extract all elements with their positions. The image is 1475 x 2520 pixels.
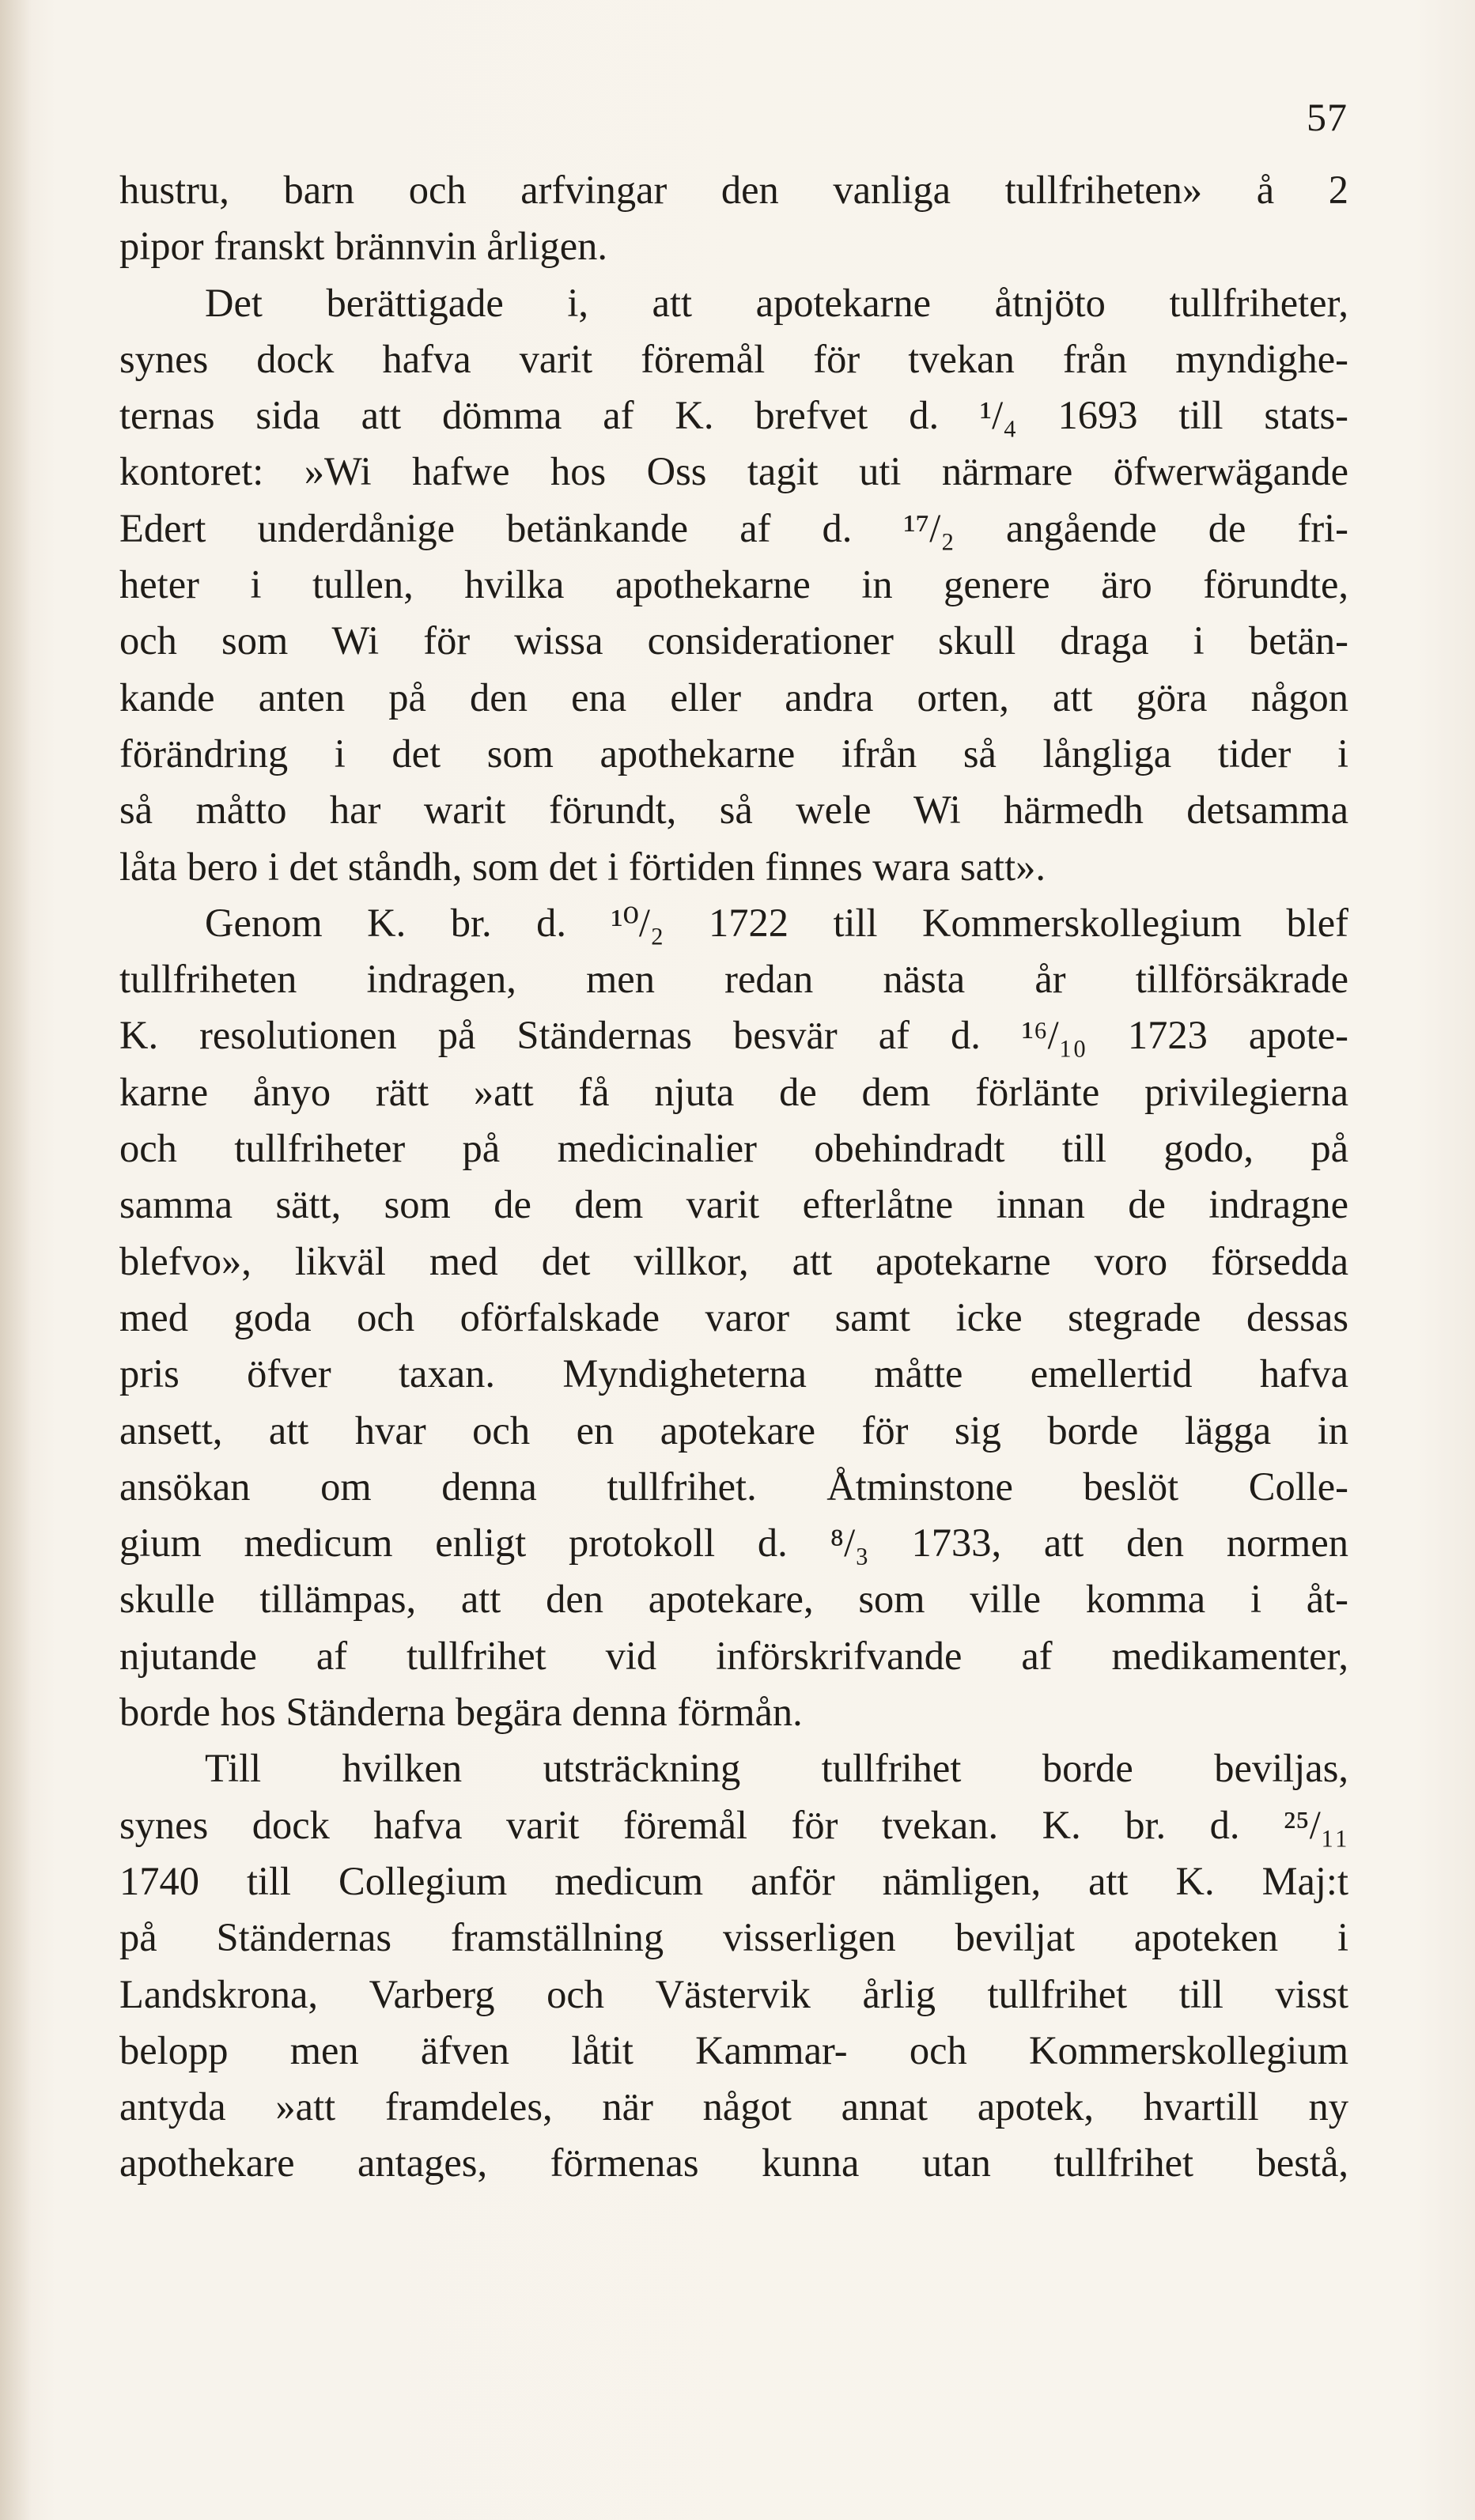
text-line: hustru, barn och arfvingar den vanliga tullfriheten» å 2 bbox=[119, 168, 1348, 212]
text-line: förändring i det som apothekarne ifrån så långliga tider i bbox=[119, 731, 1348, 776]
text-line: ansökan om denna tullfrihet. Åtminstone beslöt Colle- bbox=[119, 1464, 1348, 1509]
text-line: skulle tillämpas, att den apotekare, som ville komma i åt- bbox=[119, 1577, 1348, 1622]
body-text bbox=[119, 162, 1348, 2192]
text-line: njutande af tullfrihet vid införskrifvande af medikamenter, bbox=[119, 1633, 1348, 1678]
text-line: blefvo», likväl med det villkor, att apotekarne voro försedda bbox=[119, 1238, 1348, 1283]
text-line: på Ständernas framställning visserligen beviljat apoteken i bbox=[119, 1915, 1348, 1960]
text-line: apothekare antages, förmenas kunna utan tullfrihet bestå, bbox=[119, 2140, 1348, 2186]
text-line: antyda »att framdeles, när något annat apotek, hvartill ny bbox=[119, 2084, 1348, 2129]
text-line: kande anten på den ena eller andra orten, att göra någon bbox=[119, 674, 1348, 720]
text-line: och tullfriheter på medicinalier obehindradt till godo, på bbox=[119, 1126, 1348, 1171]
text-line: tullfriheten indragen, men redan nästa år tillförsäkrade bbox=[119, 957, 1348, 1002]
text-line: 1740 till Collegium medicum anför nämligen, att K. Maj:t bbox=[119, 1858, 1348, 1903]
text-line: borde hos Ständerna begära denna förmån. bbox=[119, 1690, 803, 1735]
text-line: synes dock hafva varit föremål för tvekan. K. br. d. ²⁵/₁₁ bbox=[119, 1802, 1348, 1847]
text-line: låta bero i det ståndh, som det i förtiden finnes wara satt». bbox=[119, 844, 1046, 889]
text-line: pipor franskt brännvin årligen. bbox=[119, 224, 608, 269]
text-line: med goda och oförfalskade varor samt icke stegrade dessas bbox=[119, 1294, 1348, 1339]
page-number: 57 bbox=[1307, 95, 1348, 139]
page-edge-shadow bbox=[0, 0, 32, 2520]
paragraph-first-line: Genom K. br. d. ¹⁰/₂ 1722 till Kommerskollegium blef bbox=[205, 900, 1348, 945]
text-line: så måtto har warit förundt, så wele Wi härmedh detsamma bbox=[119, 788, 1348, 833]
text-line: pris öfver taxan. Myndigheterna måtte emellertid hafva bbox=[119, 1351, 1348, 1396]
text-line: kontoret: »Wi hafwe hos Oss tagit uti närmare öfwerwägande bbox=[119, 449, 1348, 494]
text-line: och som Wi för wissa considerationer skull draga i betän- bbox=[119, 618, 1348, 663]
text-line: belopp men äfven låtit Kammar- och Kommerskollegium bbox=[119, 2027, 1348, 2072]
text-line: Landskrona, Varberg och Västervik årlig tullfrihet till visst bbox=[119, 1971, 1348, 2016]
paragraph-first-line: Det berättigade i, att apotekarne åtnjöto tullfriheter, bbox=[205, 280, 1348, 325]
text-line: heter i tullen, hvilka apothekarne in genere äro förundte, bbox=[119, 562, 1348, 607]
text-line: ansett, att hvar och en apotekare för sig borde lägga in bbox=[119, 1407, 1348, 1453]
text-line: karne ånyo rätt »att få njuta de dem förlänte privilegierna bbox=[119, 1069, 1348, 1114]
paragraph-first-line: Till hvilken utsträckning tullfrihet borde beviljas, bbox=[205, 1746, 1348, 1791]
text-line: gium medicum enligt protokoll d. ⁸/₃ 1733, att den normen bbox=[119, 1521, 1348, 1566]
text-line: K. resolutionen på Ständernas besvär af d. ¹⁶/₁₀ 1723 apote- bbox=[119, 1013, 1348, 1058]
text-line: samma sätt, som de dem varit efterlåtne innan de indragne bbox=[119, 1182, 1348, 1227]
text-line: Edert underdånige betänkande af d. ¹⁷/₂ angående de fri- bbox=[119, 505, 1348, 550]
text-line: synes dock hafva varit föremål för tvekan från myndighe- bbox=[119, 336, 1348, 381]
text-line: ternas sida att dömma af K. brefvet d. ¹/₄ 1693 till stats- bbox=[119, 393, 1348, 438]
